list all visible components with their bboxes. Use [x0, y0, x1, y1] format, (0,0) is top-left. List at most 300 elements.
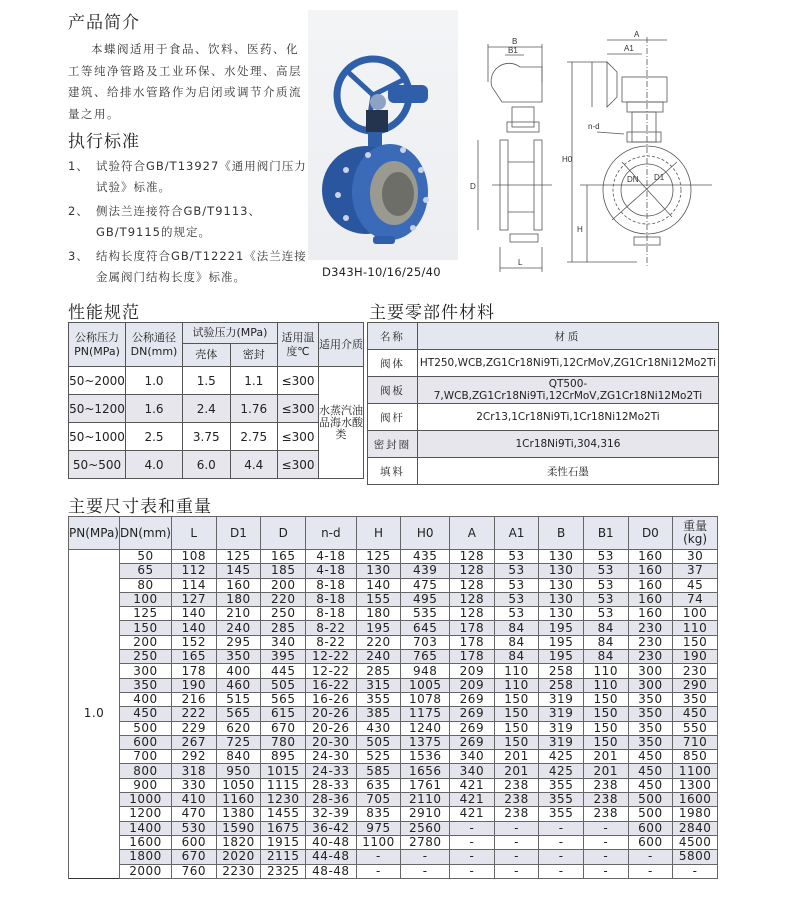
cell-material: 1Cr18Ni9Ti,304,316	[417, 431, 718, 458]
dimension-row	[69, 650, 718, 664]
dim-cell: 195	[539, 635, 584, 649]
dim-cell: 1240	[401, 721, 450, 735]
label-b1: B1	[508, 46, 518, 55]
dim-header-11: B1	[583, 517, 628, 550]
dim-cell: 450	[628, 764, 673, 778]
label-d: D	[470, 182, 476, 191]
material-row	[368, 350, 719, 377]
dim-cell: 430	[356, 721, 401, 735]
header-temperature: 适用温度℃	[278, 323, 319, 367]
dim-cell: 108	[171, 550, 216, 564]
dim-cell: -	[356, 864, 401, 878]
dim-cell: 201	[494, 764, 539, 778]
dim-cell: -	[494, 864, 539, 878]
dimension-row	[69, 592, 718, 606]
dim-cell: 1200	[119, 807, 171, 821]
dim-cell: 2910	[401, 807, 450, 821]
dim-cell: 2230	[216, 864, 261, 878]
dim-cell: 150	[494, 721, 539, 735]
dim-cell: 45	[673, 578, 718, 592]
dim-cell: 209	[450, 664, 495, 678]
cell-part-name: 填料	[368, 458, 418, 485]
dimension-row	[69, 607, 718, 621]
dim-cell: -	[539, 835, 584, 849]
dim-cell: 240	[356, 650, 401, 664]
dim-cell: 48-48	[306, 864, 356, 878]
dim-cell: 150	[673, 635, 718, 649]
dim-cell: 950	[216, 764, 261, 778]
dim-cell: 240	[216, 621, 261, 635]
dim-cell: 475	[401, 578, 450, 592]
dim-cell: 425	[539, 750, 584, 764]
dim-cell: -	[494, 821, 539, 835]
standards-list	[68, 156, 308, 288]
header-material: 材质	[417, 323, 718, 350]
dim-cell: 110	[494, 664, 539, 678]
performance-table	[68, 322, 364, 479]
dim-cell: 190	[673, 650, 718, 664]
dim-cell: 670	[261, 721, 306, 735]
dim-cell: 150	[494, 692, 539, 706]
dim-cell: 840	[216, 750, 261, 764]
cell-pn: 50~1200	[69, 395, 126, 423]
dim-cell: 350	[119, 678, 171, 692]
dim-cell: 200	[261, 578, 306, 592]
dim-header-0: PN(MPa)	[69, 517, 120, 550]
standard-item	[68, 156, 308, 198]
dim-header-13: 重量(kg)	[673, 517, 718, 550]
cell-part-name: 阀板	[368, 377, 418, 404]
dim-cell: 220	[261, 592, 306, 606]
dim-cell: 84	[494, 635, 539, 649]
dim-cell: 128	[450, 592, 495, 606]
product-photo	[308, 10, 458, 260]
dim-cell: -	[450, 864, 495, 878]
dim-cell: 850	[673, 750, 718, 764]
dim-cell: 201	[583, 764, 628, 778]
dim-cell: -	[583, 835, 628, 849]
dim-cell: 1600	[119, 835, 171, 849]
dim-cell: 5800	[673, 850, 718, 864]
dim-cell: 180	[356, 607, 401, 621]
dim-cell: 565	[261, 692, 306, 706]
dim-cell: 355	[539, 778, 584, 792]
dim-cell: 238	[494, 778, 539, 792]
dim-header-12: D0	[628, 517, 673, 550]
dim-cell: 112	[171, 564, 216, 578]
dimension-row	[69, 778, 718, 792]
dim-cell: 195	[539, 621, 584, 635]
dim-cell: 410	[171, 793, 216, 807]
dim-header-10: B	[539, 517, 584, 550]
dim-cell: 319	[539, 735, 584, 749]
dim-cell: 340	[261, 635, 306, 649]
dim-cell: 1656	[401, 764, 450, 778]
dim-cell: 319	[539, 707, 584, 721]
dim-cell: 209	[450, 678, 495, 692]
dim-cell: 84	[583, 621, 628, 635]
dim-cell: 20-26	[306, 721, 356, 735]
dim-cell: -	[356, 850, 401, 864]
dim-cell: 1300	[673, 778, 718, 792]
cell-shell: 6.0	[183, 451, 231, 479]
dim-cell: 550	[673, 721, 718, 735]
dim-cell: 710	[673, 735, 718, 749]
dim-cell: 8-22	[306, 621, 356, 635]
dim-cell: 292	[171, 750, 216, 764]
dim-cell: 145	[216, 564, 261, 578]
dim-cell: 355	[539, 793, 584, 807]
standard-text: 侧法兰连接符合GB/T9113、GB/T9115的规定。	[96, 204, 261, 239]
material-row	[368, 458, 719, 485]
cell-material: 2Cr13,1Cr18Ni9Ti,1Cr18Ni12Mo2Ti	[417, 404, 718, 431]
dim-cell: 895	[261, 750, 306, 764]
dim-cell: 130	[539, 564, 584, 578]
dim-header-4: D	[261, 517, 306, 550]
label-d1: D1	[654, 173, 665, 182]
dim-cell: 229	[171, 721, 216, 735]
header-test-pressure: 试验压力(MPa)	[183, 323, 278, 344]
dim-cell: 421	[450, 807, 495, 821]
product-model: D343H-10/16/25/40	[322, 265, 441, 279]
dim-cell: 110	[583, 664, 628, 678]
dim-cell: 505	[356, 735, 401, 749]
dim-cell: 37	[673, 564, 718, 578]
dim-cell: 439	[401, 564, 450, 578]
dim-cell: -	[401, 864, 450, 878]
dim-cell: 800	[119, 764, 171, 778]
label-dn: DN	[627, 175, 639, 184]
dim-cell: -	[450, 850, 495, 864]
intro-title: 产品简介	[68, 13, 140, 33]
dim-cell: 565	[216, 707, 261, 721]
cell-shell: 3.75	[183, 423, 231, 451]
dimension-row	[69, 850, 718, 864]
dim-cell: 2115	[261, 850, 306, 864]
dim-cell: 350	[673, 692, 718, 706]
dim-cell: 2840	[673, 821, 718, 835]
dim-cell: 615	[261, 707, 306, 721]
dim-cell: 450	[119, 707, 171, 721]
dimension-row	[69, 807, 718, 821]
dim-cell: 238	[583, 793, 628, 807]
dim-cell: 150	[494, 707, 539, 721]
dimension-row	[69, 635, 718, 649]
cell-part-name: 阀体	[368, 350, 418, 377]
dim-cell: 1675	[261, 821, 306, 835]
dim-cell: 238	[494, 807, 539, 821]
dimension-row	[69, 735, 718, 749]
cell-temp: ≤300	[278, 423, 319, 451]
dim-header-1: DN(mm)	[119, 517, 171, 550]
dim-cell: 258	[539, 678, 584, 692]
dim-cell: 24-30	[306, 750, 356, 764]
dim-cell: 128	[450, 550, 495, 564]
dim-cell: 350	[628, 735, 673, 749]
dim-cell: 1015	[261, 764, 306, 778]
dim-cell: 12-22	[306, 650, 356, 664]
dim-cell: -	[583, 864, 628, 878]
dim-cell: 30	[673, 550, 718, 564]
dim-cell: 495	[401, 592, 450, 606]
dim-cell: 450	[628, 750, 673, 764]
performance-row	[69, 367, 364, 395]
label-h0: H0	[562, 155, 573, 164]
standard-text: 结构长度符合GB/T12221《法兰连接金属阀门结构长度》标准。	[96, 249, 307, 284]
dim-cell: 8-18	[306, 607, 356, 621]
dim-cell: 269	[450, 735, 495, 749]
dim-cell: 160	[628, 592, 673, 606]
dim-cell: -	[673, 864, 718, 878]
cell-seal: 4.4	[230, 451, 278, 479]
cell-material: QT500-7,WCB,ZG1Cr18Ni9Ti,12CrMoV,ZG1Cr18Ni12Mo2Ti	[417, 377, 718, 404]
cell-shell: 2.4	[183, 395, 231, 423]
dim-cell: 295	[216, 635, 261, 649]
dim-cell: 600	[171, 835, 216, 849]
dim-cell: 948	[401, 664, 450, 678]
dim-cell: 400	[119, 692, 171, 706]
dim-cell: 53	[494, 564, 539, 578]
dim-cell: 110	[583, 678, 628, 692]
standard-number: 2、	[68, 204, 89, 218]
dim-cell: 300	[119, 664, 171, 678]
dim-cell: 330	[171, 778, 216, 792]
dim-cell: 421	[450, 793, 495, 807]
dim-cell: 16-26	[306, 692, 356, 706]
dim-cell: 190	[171, 678, 216, 692]
dim-cell: 725	[216, 735, 261, 749]
dim-cell: 130	[356, 564, 401, 578]
dim-cell: 1380	[216, 807, 261, 821]
dim-cell: 1590	[216, 821, 261, 835]
dim-cell: 1175	[401, 707, 450, 721]
cell-seal: 2.75	[230, 423, 278, 451]
dim-cell: 127	[171, 592, 216, 606]
cell-dn: 2.5	[126, 423, 183, 451]
dimension-row	[69, 864, 718, 878]
dim-cell: 201	[494, 750, 539, 764]
dim-cell: 620	[216, 721, 261, 735]
dim-header-5: n-d	[306, 517, 356, 550]
standards-section	[68, 127, 308, 291]
dim-cell: 178	[171, 664, 216, 678]
dim-cell: 125	[216, 550, 261, 564]
dim-header-8: A	[450, 517, 495, 550]
dim-cell: 1600	[673, 793, 718, 807]
label-a1: A1	[624, 44, 634, 53]
dim-cell: 200	[119, 635, 171, 649]
dimensions-title: 主要尺寸表和重量	[68, 497, 212, 517]
cell-shell: 1.5	[183, 367, 231, 395]
cell-pn: 50~1000	[69, 423, 126, 451]
materials-title: 主要零部件材料	[369, 303, 495, 323]
cell-material: HT250,WCB,ZG1Cr18Ni9Ti,12CrMoV,ZG1Cr18Ni12Mo2Ti	[417, 350, 718, 377]
dim-cell: 178	[450, 650, 495, 664]
dimension-row	[69, 707, 718, 721]
dim-cell: 238	[494, 793, 539, 807]
dim-cell: 1400	[119, 821, 171, 835]
dim-cell: 100	[119, 592, 171, 606]
dim-header-6: H	[356, 517, 401, 550]
dimension-row	[69, 821, 718, 835]
drawing-labels	[470, 30, 665, 267]
cell-pn-value: 1.0	[69, 550, 120, 879]
dim-cell: 4500	[673, 835, 718, 849]
dim-cell: 285	[356, 664, 401, 678]
cell-dn: 1.0	[126, 367, 183, 395]
dim-cell: 355	[356, 692, 401, 706]
dim-cell: 150	[494, 735, 539, 749]
dim-cell: 425	[539, 764, 584, 778]
dim-cell: 100	[673, 607, 718, 621]
dimension-row	[69, 692, 718, 706]
dim-cell: 600	[119, 735, 171, 749]
dim-cell: 130	[539, 607, 584, 621]
dim-cell: 53	[494, 607, 539, 621]
dim-cell: 74	[673, 592, 718, 606]
dim-cell: 1536	[401, 750, 450, 764]
dim-cell: 50	[119, 550, 171, 564]
dim-cell: 2780	[401, 835, 450, 849]
dim-cell: 230	[628, 621, 673, 635]
dim-cell: 290	[673, 678, 718, 692]
dimension-row	[69, 764, 718, 778]
cell-temp: ≤300	[278, 367, 319, 395]
dim-cell: 155	[356, 592, 401, 606]
dim-cell: 152	[171, 635, 216, 649]
dim-cell: 355	[539, 807, 584, 821]
dim-cell: 195	[356, 621, 401, 635]
dim-cell: 128	[450, 607, 495, 621]
dim-cell: 760	[171, 864, 216, 878]
dim-cell: 530	[171, 821, 216, 835]
dim-cell: -	[583, 850, 628, 864]
dim-cell: -	[539, 850, 584, 864]
dim-cell: 84	[494, 621, 539, 635]
dim-cell: 340	[450, 750, 495, 764]
dim-cell: -	[450, 835, 495, 849]
dim-cell: 900	[119, 778, 171, 792]
dimension-row	[69, 793, 718, 807]
dim-cell: 500	[628, 807, 673, 821]
dim-cell: 1078	[401, 692, 450, 706]
dim-cell: 435	[401, 550, 450, 564]
dim-cell: 250	[261, 607, 306, 621]
dim-cell: 635	[356, 778, 401, 792]
standard-item	[68, 246, 308, 288]
dim-cell: 1455	[261, 807, 306, 821]
cell-part-name: 阀杆	[368, 404, 418, 431]
cell-dn: 4.0	[126, 451, 183, 479]
dim-header-2: L	[171, 517, 216, 550]
dim-cell: 1230	[261, 793, 306, 807]
material-row	[368, 404, 719, 431]
dim-cell: 500	[628, 793, 673, 807]
dim-cell: 24-33	[306, 764, 356, 778]
dim-cell: 445	[261, 664, 306, 678]
dim-cell: 1000	[119, 793, 171, 807]
dim-cell: 1160	[216, 793, 261, 807]
dim-cell: 165	[261, 550, 306, 564]
cell-part-name: 密封圈	[368, 431, 418, 458]
dim-cell: 319	[539, 692, 584, 706]
standards-title: 执行标准	[68, 132, 140, 152]
dim-cell: 150	[119, 621, 171, 635]
dim-cell: 350	[216, 650, 261, 664]
dim-cell: 53	[583, 564, 628, 578]
header-shell: 壳体	[183, 344, 231, 367]
dim-cell: 40-48	[306, 835, 356, 849]
dim-cell: 195	[539, 650, 584, 664]
dim-cell: -	[539, 821, 584, 835]
cell-temp: ≤300	[278, 451, 319, 479]
dimension-row	[69, 721, 718, 735]
dim-cell: 1100	[356, 835, 401, 849]
dim-cell: 230	[673, 664, 718, 678]
dimension-row	[69, 578, 718, 592]
dim-cell: 216	[171, 692, 216, 706]
material-row	[368, 377, 719, 404]
standard-item	[68, 201, 308, 243]
dim-header-7: H0	[401, 517, 450, 550]
dim-cell: 780	[261, 735, 306, 749]
dim-cell: 1115	[261, 778, 306, 792]
dim-cell: 1820	[216, 835, 261, 849]
dim-cell: 285	[261, 621, 306, 635]
dim-cell: 84	[583, 650, 628, 664]
dim-cell: 8-22	[306, 635, 356, 649]
dim-cell: 28-33	[306, 778, 356, 792]
cell-temp: ≤300	[278, 395, 319, 423]
dim-cell: 1050	[216, 778, 261, 792]
dim-cell: 130	[539, 592, 584, 606]
label-l: L	[518, 258, 523, 267]
dim-cell: 32-39	[306, 807, 356, 821]
dimension-row	[69, 678, 718, 692]
dim-cell: 421	[450, 778, 495, 792]
dim-cell: -	[401, 850, 450, 864]
dimension-row	[69, 664, 718, 678]
dim-cell: 505	[261, 678, 306, 692]
dim-cell: 178	[450, 621, 495, 635]
dim-cell: 670	[171, 850, 216, 864]
dim-cell: 2560	[401, 821, 450, 835]
dim-cell: 600	[628, 821, 673, 835]
dim-cell: 395	[261, 650, 306, 664]
label-a: A	[634, 30, 640, 39]
dim-cell: 267	[171, 735, 216, 749]
dim-cell: 238	[583, 778, 628, 792]
dim-cell: 8-18	[306, 592, 356, 606]
dim-cell: 150	[583, 721, 628, 735]
dim-cell: 269	[450, 721, 495, 735]
intro-text: 本蝶阀适用于食品、饮料、医药、化工等纯净管路及工业环保、水处理、高层建筑、给排水管路作为启闭或调节介质流量之用。	[68, 42, 302, 121]
dim-cell: 222	[171, 707, 216, 721]
dim-cell: 300	[628, 664, 673, 678]
dim-cell: 53	[494, 550, 539, 564]
standard-number: 1、	[68, 159, 89, 173]
dim-cell: 2020	[216, 850, 261, 864]
dim-cell: -	[583, 821, 628, 835]
dim-cell: 4-18	[306, 564, 356, 578]
dim-cell: 705	[356, 793, 401, 807]
dim-cell: 2000	[119, 864, 171, 878]
dim-cell: 16-22	[306, 678, 356, 692]
dim-cell: 160	[216, 578, 261, 592]
dim-cell: 340	[450, 764, 495, 778]
dim-cell: 53	[494, 592, 539, 606]
dim-cell: 535	[401, 607, 450, 621]
